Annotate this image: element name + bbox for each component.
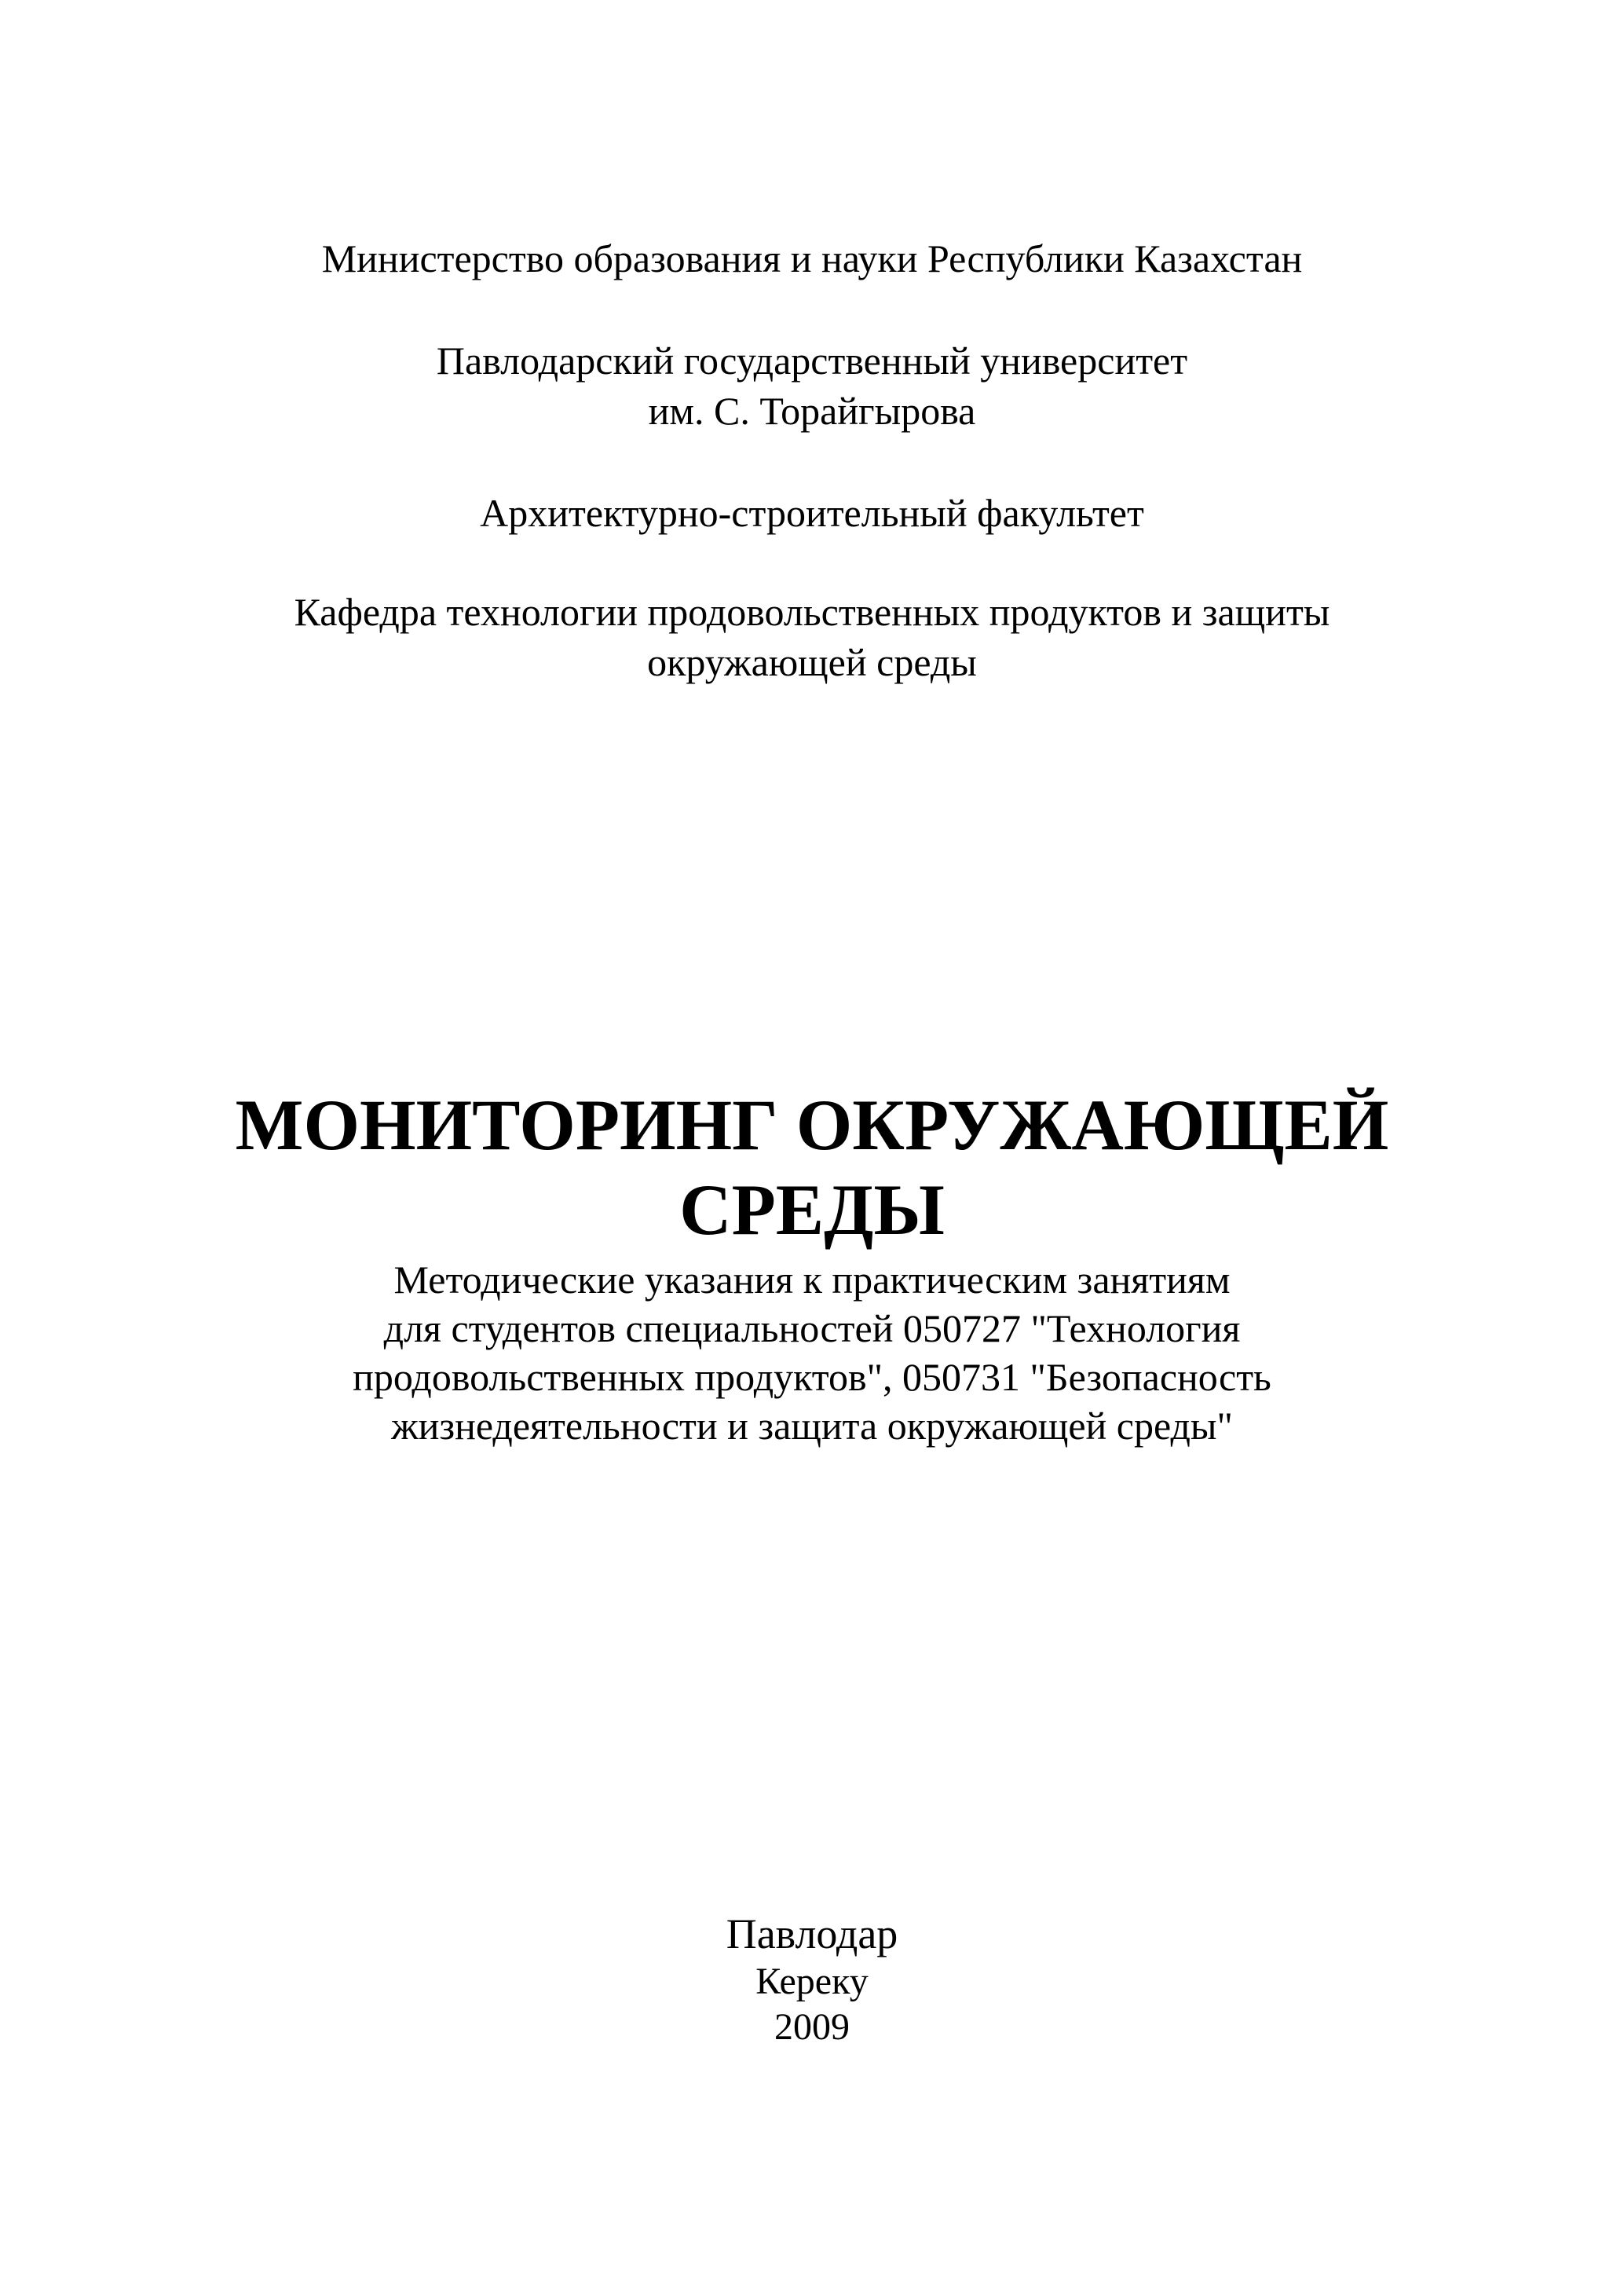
university-line-2: им. С. Торайгырова xyxy=(648,389,976,433)
department-line-2: окружающей среды xyxy=(647,640,977,684)
document-title-line-1: МОНИТОРИНГ ОКРУЖАЮЩЕЙ xyxy=(235,1085,1389,1165)
subtitle-line-3: продовольственных продуктов", 050731 "Безопасность xyxy=(353,1355,1271,1399)
imprint-publisher: Кереку xyxy=(755,1961,869,2002)
university-line-1: Павлодарский государственный университет xyxy=(436,339,1188,383)
imprint-city: Павлодар xyxy=(726,1910,898,1957)
subtitle-line-4: жизнедеятельности и защита окружающей среды" xyxy=(391,1404,1233,1448)
imprint-year: 2009 xyxy=(774,2006,850,2048)
ministry-line: Министерство образования и науки Республики Казахстан xyxy=(321,236,1303,280)
faculty-line: Архитектурно-строительный факультет xyxy=(480,491,1144,535)
document-title-line-2: СРЕДЫ xyxy=(679,1170,945,1250)
department-line-1: Кафедра технологии продовольственных продуктов и защиты xyxy=(294,590,1330,634)
subtitle-line-2: для студентов специальностей 050727 "Технология xyxy=(383,1306,1241,1350)
subtitle-line-1: Методические указания к практическим занятиям xyxy=(393,1258,1231,1302)
